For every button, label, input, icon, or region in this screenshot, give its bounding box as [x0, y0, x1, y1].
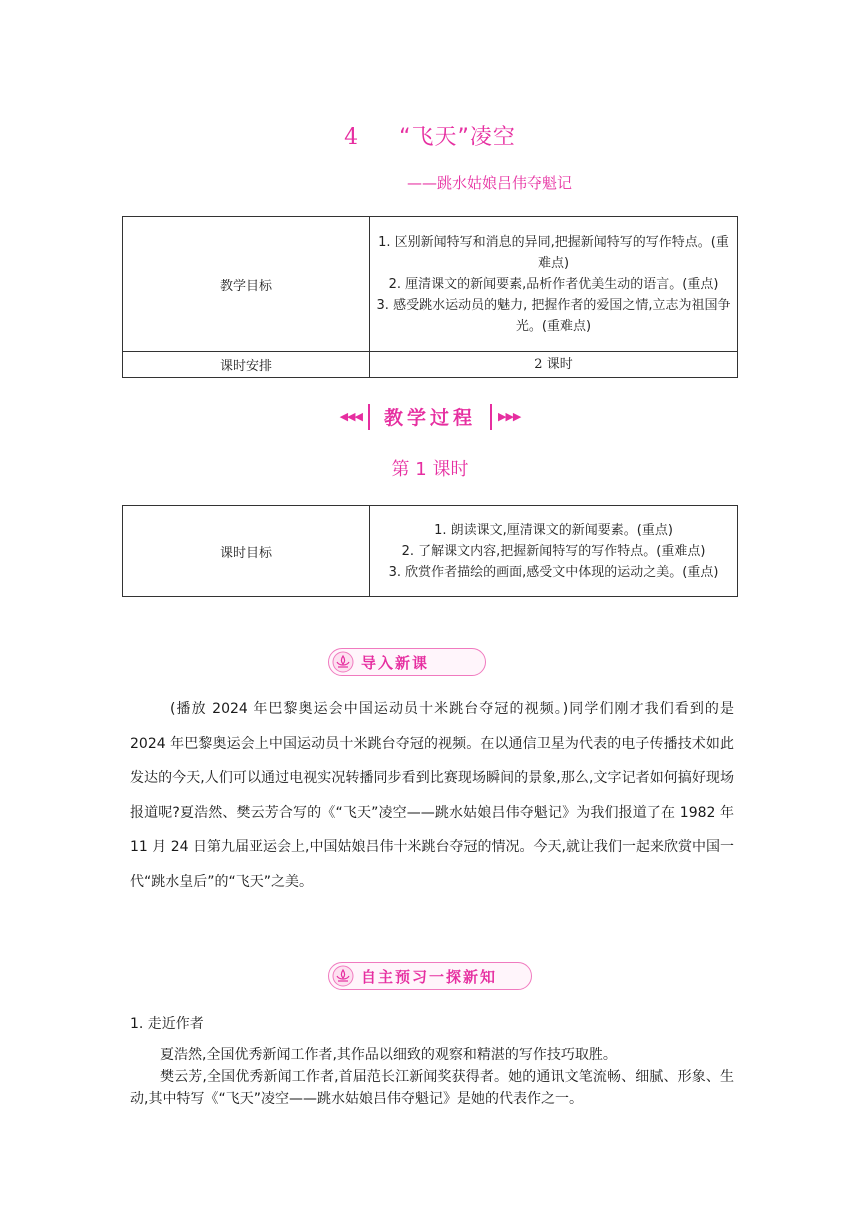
lesson-number: 4: [344, 125, 360, 150]
lesson-title-text: “飞天”凌空: [399, 125, 516, 150]
lesson-goal-item: 1. 朗读课文,厘清课文的新闻要素。(重点): [434, 522, 673, 538]
schedule-label: 课时安排: [123, 352, 370, 378]
lesson-goal-item: 2. 了解课文内容,把握新闻特写的写作特点。(重难点): [401, 543, 706, 559]
process-banner: [0, 403, 860, 430]
lesson-heading: 第 1 课时: [391, 459, 469, 480]
goals-table: [122, 216, 738, 378]
goals-label: 教学目标: [123, 217, 370, 352]
intro-paragraph: (播放 2024 年巴黎奥运会中国运动员十米跳台夺冠的视频。)同学们刚才我们看到的是 2024 年巴黎奥运会上中国运动员十米跳台夺冠的视频。在以通信卫星为代表的电子传播技术如此发达的今天,人们可以通过电视实况转播同步看到比赛现场瞬间的景象,那么,文字记者如何搞好现场报道呢?夏浩然、樊云芳合写的《“飞天”凌空——跳水姑娘吕伟夺魁记》为我们报道了在 1982 年 11 月 24 日第九届亚运会上,中国姑娘吕伟十米跳台夺冠的情况。今天,就让我们一起来欣赏中国一代“跳水皇后”的“飞天”之美。: [130, 701, 734, 890]
table-row: [123, 217, 738, 352]
section-intro-label: 导入新课: [361, 653, 430, 672]
goal-item: 1. 区别新闻特写和消息的异同,把握新闻特写的写作特点。(重难点): [378, 234, 729, 271]
left-chevrons-icon: ◀◀◀: [339, 410, 362, 423]
lesson-goal-item: 3. 欣赏作者描绘的画面,感受文中体现的运动之美。(重点): [388, 564, 719, 580]
lesson-goals-table: [122, 505, 738, 597]
goal-item: 3. 感受跳水运动员的魅力, 把握作者的爱国之情,立志为祖国争光。(重难点): [376, 297, 731, 334]
divider: [490, 404, 492, 430]
process-banner-text: 教学过程: [383, 407, 476, 429]
item-heading: 1. 走近作者: [130, 1016, 204, 1032]
lotus-icon: [331, 650, 355, 674]
author-paragraph: 夏浩然,全国优秀新闻工作者,其作品以细致的观察和精湛的写作技巧取胜。: [160, 1047, 617, 1063]
section-preview-header: [328, 962, 532, 990]
right-chevrons-icon: ▶▶▶: [498, 410, 521, 423]
lesson-goals-content: [370, 506, 738, 597]
lesson-goals-label: 课时目标: [123, 506, 370, 597]
table-row: [123, 352, 738, 378]
lesson-title: [0, 120, 860, 151]
author-paragraph: 樊云芳,全国优秀新闻工作者,首届范长江新闻奖获得者。她的通讯文笔流畅、细腻、形象、生动,其中特写《“飞天”凌空——跳水姑娘吕伟夺魁记》是她的代表作之一。: [130, 1069, 734, 1107]
section-intro-header: [328, 648, 486, 676]
schedule-value: 2 课时: [370, 352, 738, 378]
divider: [368, 404, 370, 430]
lesson-subtitle: ——跳水姑娘吕伟夺魁记: [407, 174, 573, 192]
section-preview-label: 自主预习一探新知: [361, 967, 498, 986]
lotus-icon: [331, 964, 355, 988]
table-row: [123, 506, 738, 597]
goals-content: [370, 217, 738, 352]
goal-item: 2. 厘清课文的新闻要素,品析作者优美生动的语言。(重点): [388, 276, 719, 292]
